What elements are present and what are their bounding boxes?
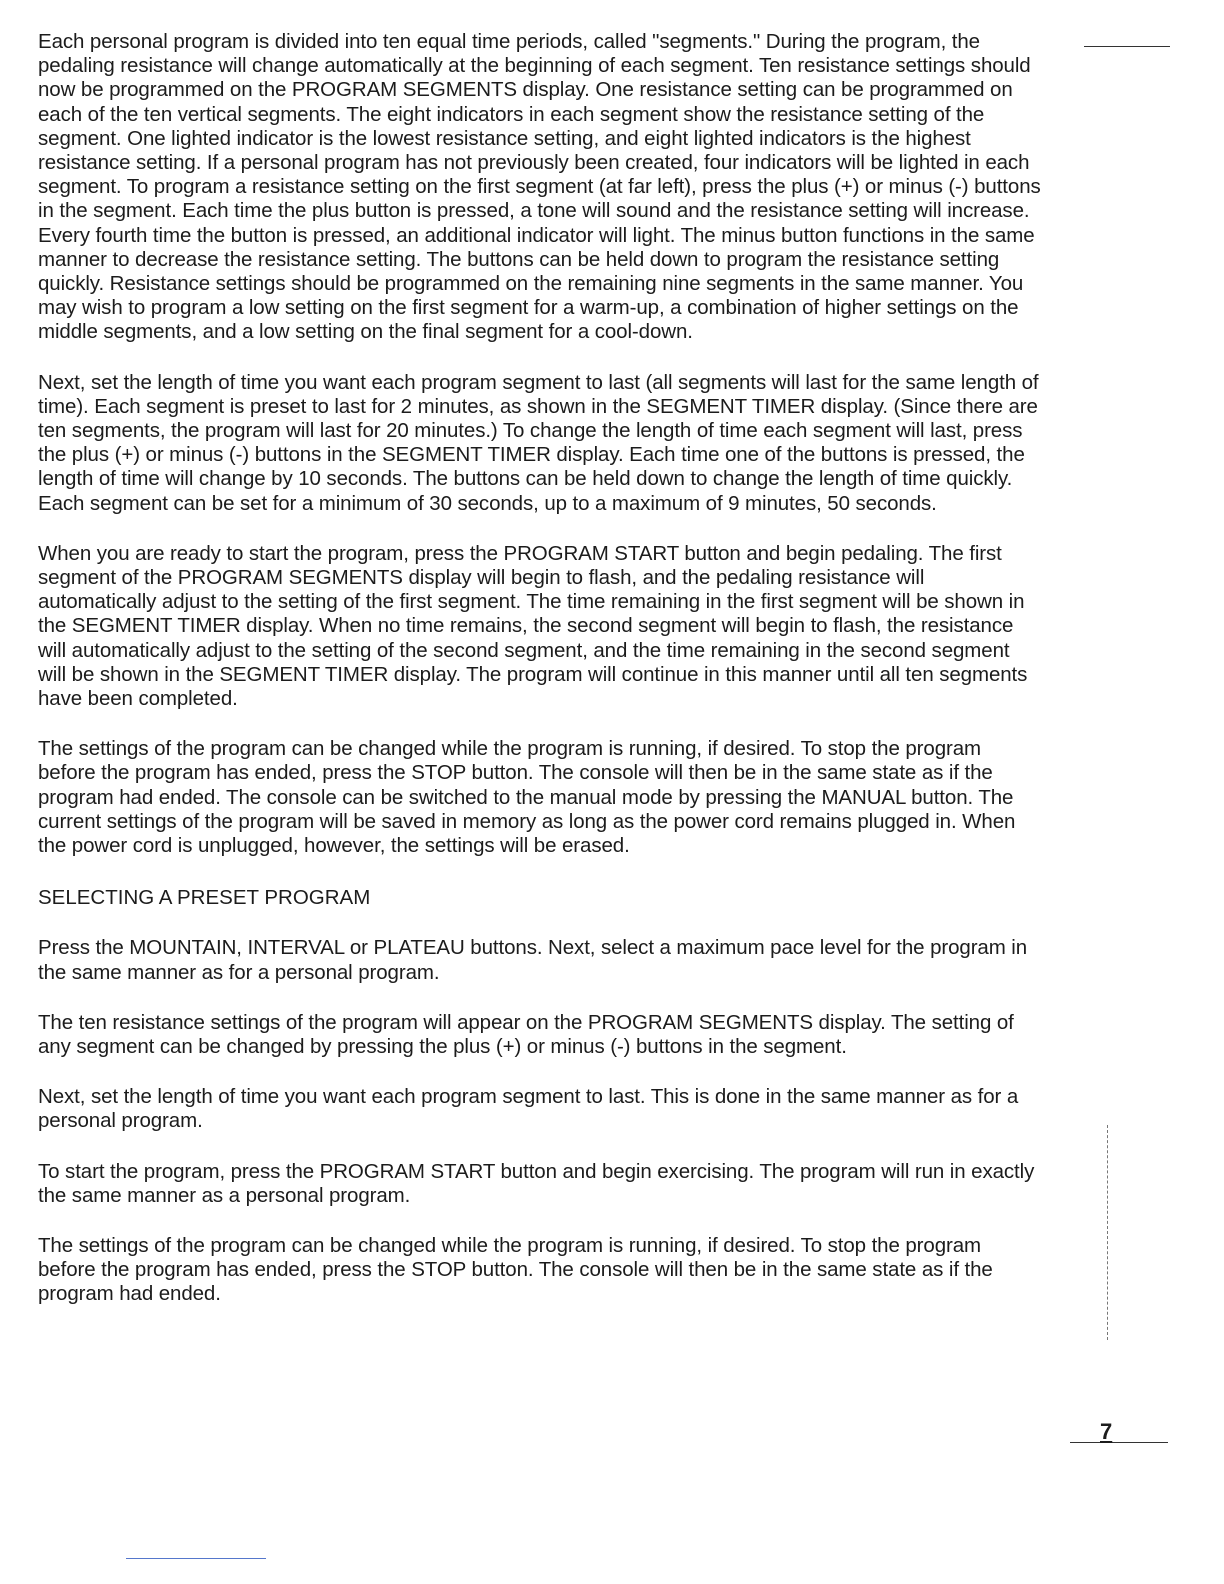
- paragraph-preset-resistance: The ten resistance settings of the program will appear on the PROGRAM SEGMENTS display. The setting of any segment can be changed by pressing the plus (+) or minus (-) buttons in the segment.: [38, 1010, 1014, 1058]
- paragraph-preset-stop: The settings of the program can be changed while the program is running, if desired. To stop the program before the program has ended, press the STOP button. The console will then be in the same state as if the program had ended.: [38, 1233, 993, 1306]
- paragraph-segment-timer: Next, set the length of time you want each program segment to last (all segments will last for the same length of time). Each segment is preset to last for 2 minutes, as shown in the SEGMENT TIMER display. (Since there are ten segments, the program will last for 20 minutes.) To change the length of time each segment will last, press the plus (+) or minus (-) buttons in the SEGMENT TIMER display. Each time one of the buttons is pressed, the length of time will change by 10 seconds. The buttons can be held down to change the length of time quickly. Each segment can be set for a minimum of 30 seconds, up to a maximum of 9 minutes, 50 seconds.: [38, 370, 1039, 515]
- paragraph-preset-start: To start the program, press the PROGRAM START button and begin exercising. The program will run in exactly the same manner as a personal program.: [38, 1159, 1035, 1207]
- footer-rule: [126, 1558, 266, 1559]
- margin-rule-top: [1084, 46, 1170, 47]
- paragraph-select-preset: Press the MOUNTAIN, INTERVAL or PLATEAU buttons. Next, select a maximum pace level for the program in the same manner as for a personal program.: [38, 936, 1028, 984]
- paragraph-start-program: When you are ready to start the program, press the PROGRAM START button and begin pedaling. The first segment of the PROGRAM SEGMENTS display will begin to flash, and the pedaling resistance will automatically adjust to the setting of the first segment. The time remaining in the first segment will be shown in the SEGMENT TIMER display. When no time remains, the second segment will begin to flash, the resistance will automatically adjust to the setting of the second segment, and the time remaining in the second segment will be shown in the SEGMENT TIMER display. The program will continue in this manner until all ten segments have been completed.: [38, 541, 1028, 711]
- margin-rule-vertical: [1107, 1125, 1108, 1340]
- page-number: 7: [1100, 1419, 1113, 1444]
- section-heading-preset-program: SELECTING A PRESET PROGRAM: [38, 886, 371, 910]
- document-body: [38, 30, 1043, 1307]
- margin-rule-bottom: [1070, 1442, 1168, 1443]
- paragraph-stop-program: The settings of the program can be changed while the program is running, if desired. To stop the program before the program has ended, press the STOP button. The console will then be in the same state as if the program had ended. The console can be switched to the manual mode by pressing the MANUAL button. The current settings of the program will be saved in memory as long as the power cord remains plugged in. When the power cord is unplugged, however, the settings will be erased.: [38, 737, 1016, 858]
- paragraph-personal-program-segments: Each personal program is divided into ten equal time periods, called "segments." During the program, the pedaling resistance will change automatically at the beginning of each segment. Ten resistance settings should now be programmed on the PROGRAM SEGMENTS display. One resistance setting can be programmed on each of the ten vertical segments. The eight indicators in each segment show the resistance setting of the segment. One lighted indicator is the lowest resistance setting, and eight lighted indicators is the highest resistance setting. If a personal program has not previously been created, four indicators will be lighted in each segment. To program a resistance setting on the first segment (at far left), press the plus (+) or minus (-) buttons in the segment. Each time the plus button is pressed, a tone will sound and the resistance setting will increase. Every fourth time the button is pressed, an additional indicator will light. The minus button functions in the same manner to decrease the resistance setting. The buttons can be held down to program the resistance setting quickly. Resistance settings should be programmed on the remaining nine segments in the same manner. You may wish to program a low setting on the first segment for a warm-up, a combination of higher settings on the middle segments, and a low setting on the final segment for a cool-down.: [38, 30, 1041, 344]
- paragraph-preset-length: Next, set the length of time you want each program segment to last. This is done in the same manner as for a personal program.: [38, 1085, 1019, 1133]
